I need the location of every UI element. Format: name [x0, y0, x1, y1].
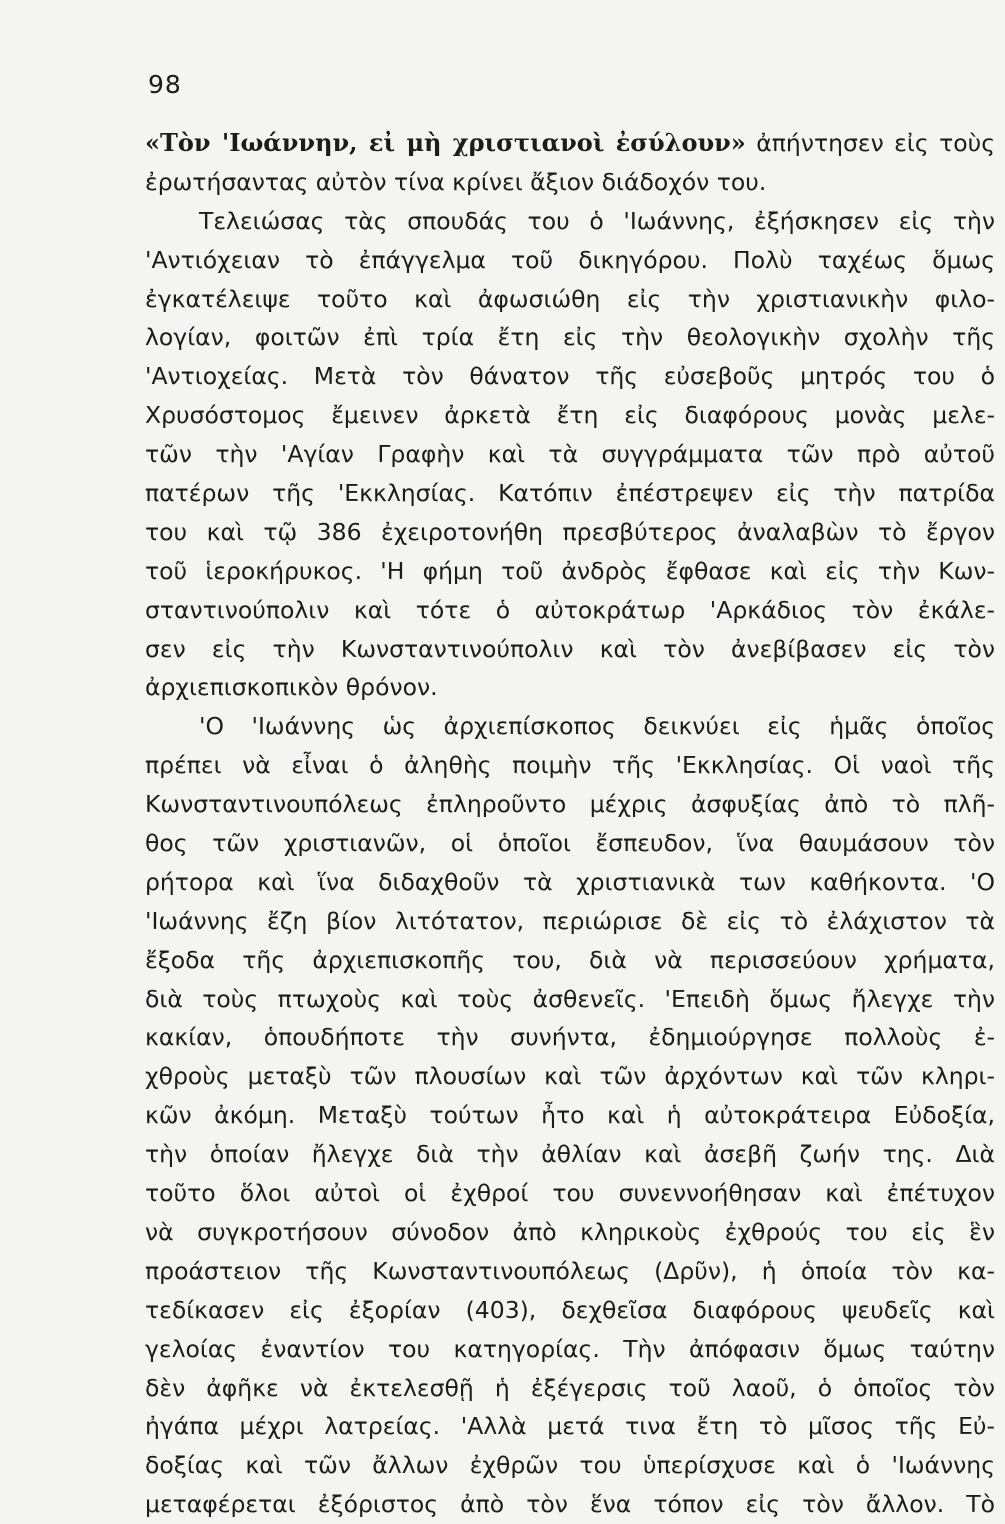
line-text: ἀρχιεπισκοπικὸν θρόνον.	[145, 673, 438, 702]
text-line	[145, 707, 995, 746]
line-text: σταντινούπολιν καὶ τότε ὁ αὐτοκράτωρ 'Αρκάδιος τὸν ἐκάλε-	[145, 595, 995, 624]
line-text: γελοίας ἐναντίον του κατηγορίας. Τὴν ἀπόφασιν ὅμως ταύτην	[145, 1334, 995, 1363]
text-line	[145, 396, 995, 435]
line-text: θος τῶν χριστιανῶν, οἱ ὁποῖοι ἔσπευδον, ἵνα θαυμάσουν τὸν	[145, 829, 995, 858]
text-line	[145, 902, 995, 941]
text-line	[145, 124, 995, 163]
line-text: Κωνσταντινουπόλεως ἐπληροῦντο μέχρις ἀσφυξίας ἀπὸ τὸ πλῆ-	[145, 790, 995, 819]
text-line	[145, 1330, 995, 1369]
text-line	[145, 941, 995, 980]
line-text: ἀπήντησεν εἰς τοὺς	[745, 129, 995, 157]
line-text: 'Ο 'Ιωάννης ὡς ἀρχιεπίσκοπος δεικνύει εἰς ἡμᾶς ὁποῖος	[199, 712, 995, 741]
line-text: του καὶ τῷ 386 ἐχειροτονήθη πρεσβύτερος ἀναλαβὼν τὸ ἔργον	[145, 517, 995, 546]
line-text: δὲν ἀφῆκε νὰ ἐκτελεσθῇ ἡ ἐξέγερσις τοῦ λαοῦ, ὁ ὁποῖος τὸν	[145, 1373, 995, 1402]
line-text: μεταφέρεται ἐξόριστος ἀπὸ τὸν ἕνα τόπον εἰς τὸν ἄλλον. Τὸ	[145, 1490, 995, 1519]
line-text: κῶν ἀκόμη. Μεταξὺ τούτων ἦτο καὶ ἡ αὐτοκράτειρα Εὐδοξία,	[145, 1101, 995, 1130]
line-text: τῶν τὴν 'Αγίαν Γραφὴν καὶ τὰ συγγράμματα τῶν πρὸ αὐτοῦ	[145, 440, 995, 469]
text-line	[145, 163, 995, 202]
line-text: πρέπει νὰ εἶναι ὁ ἀληθὴς ποιμὴν τῆς 'Εκκλησίας. Οἱ ναοὶ τῆς	[145, 751, 995, 780]
line-text: ἐρωτήσαντας αὐτὸν τίνα κρίνει ἄξιον διάδοχόν του.	[145, 167, 767, 196]
line-text: πατέρων τῆς 'Εκκλησίας. Κατόπιν ἐπέστρεψεν εἰς τὴν πατρίδα	[145, 479, 995, 508]
line-text: νὰ συγκροτήσουν σύνοδον ἀπὸ κληρικοὺς ἐχθρούς του εἰς ἓν	[145, 1217, 995, 1246]
text-line	[145, 435, 995, 474]
line-text: κακίαν, ὁπουδήποτε τὴν συνήντα, ἐδημιούργησε πολλοὺς ἐ-	[145, 1023, 995, 1052]
text-line	[145, 1252, 995, 1291]
text-line	[145, 1291, 995, 1330]
line-text: τὴν ὁποίαν ἤλεγχε διὰ τὴν ἀθλίαν καὶ ἀσεβῆ ζωήν της. Διὰ	[145, 1140, 995, 1169]
line-text: ἐγκατέλειψε τοῦτο καὶ ἀφωσιώθη εἰς τὴν χριστιανικὴν φιλο-	[145, 284, 995, 313]
line-text: προάστειον τῆς Κωνσταντινουπόλεως (Δρῦν), ἡ ὁποία τὸν κα-	[145, 1256, 995, 1285]
text-line	[145, 1213, 995, 1252]
text-line	[145, 1018, 995, 1057]
line-text: Χρυσόστομος ἔμεινεν ἀρκετὰ ἔτη εἰς διαφόρους μονὰς μελε-	[145, 401, 995, 430]
text-line	[145, 318, 995, 357]
text-line	[145, 863, 995, 902]
line-text: Τελειώσας τὰς σπουδάς του ὁ 'Ιωάννης, ἐξήσκησεν εἰς τὴν	[199, 206, 995, 235]
text-line	[145, 513, 995, 552]
text-line	[145, 824, 995, 863]
text-line	[145, 785, 995, 824]
line-text: 'Ιωάννης ἔζη βίον λιτότατον, περιώρισε δὲ εἰς τὸ ἐλάχιστον τὰ	[145, 906, 995, 935]
line-text: ἠγάπα μέχρι λατρείας. 'Αλλὰ μετά τινα ἔτη τὸ μῖσος τῆς Εὐ-	[145, 1412, 995, 1441]
text-line	[145, 357, 995, 396]
text-line	[145, 1407, 995, 1446]
text-line	[145, 630, 995, 669]
line-text: ρήτορα καὶ ἵνα διδαχθοῦν τὰ χριστιανικὰ των καθήκοντα. 'Ο	[145, 867, 995, 896]
text-line	[145, 1096, 995, 1135]
text-line	[145, 1135, 995, 1174]
text-line	[145, 668, 995, 707]
text-line	[145, 1174, 995, 1213]
line-text: ἔξοδα τῆς ἀρχιεπισκοπῆς του, διὰ νὰ περισσεύουν χρήματα,	[145, 945, 995, 974]
text-line	[145, 1485, 995, 1524]
text-line	[145, 1446, 995, 1485]
text-line	[145, 746, 995, 785]
line-text: 'Αντιοχείας. Μετὰ τὸν θάνατον τῆς εὐσεβοῦς μητρός του ὁ	[145, 362, 995, 391]
body-text	[145, 124, 995, 1524]
line-text: χθροὺς μεταξὺ τῶν πλουσίων καὶ τῶν ἀρχόντων καὶ τῶν κληρι-	[145, 1062, 995, 1091]
text-line	[145, 591, 995, 630]
line-text: σεν εἰς τὴν Κωνσταντινούπολιν καὶ τὸν ἀνεβίβασεν εἰς τὸν	[145, 634, 995, 663]
text-line	[145, 1057, 995, 1096]
line-text: τεδίκασεν εἰς ἐξορίαν (403), δεχθεῖσα διαφόρους ψευδεῖς καὶ	[145, 1295, 995, 1324]
text-line	[145, 980, 995, 1019]
line-text: διὰ τοὺς πτωχοὺς καὶ τοὺς ἀσθενεῖς. 'Επειδὴ ὅμως ἤλεγχε τὴν	[145, 984, 995, 1013]
text-line	[145, 474, 995, 513]
line-text: λογίαν, φοιτῶν ἐπὶ τρία ἔτη εἰς τὴν θεολογικὴν σχολὴν τῆς	[145, 323, 995, 352]
line-text: 'Αντιόχειαν τὸ ἐπάγγελμα τοῦ δικηγόρου. Πολὺ ταχέως ὅμως	[145, 245, 995, 274]
text-line	[145, 552, 995, 591]
bold-quote: «Τὸν 'Ιωάννην, εἰ μὴ χριστιανοὶ ἐσύλουν»	[145, 128, 746, 157]
text-line	[145, 241, 995, 280]
line-text: τοῦ ἱεροκήρυκος. 'Η φήμη τοῦ ἀνδρὸς ἔφθασε καὶ εἰς τὴν Κων-	[145, 556, 995, 585]
text-line	[145, 202, 995, 241]
line-text: τοῦτο ὅλοι αὐτοὶ οἱ ἐχθροί του συνεννοήθησαν καὶ ἐπέτυχον	[145, 1179, 995, 1208]
line-text: δοξίας καὶ τῶν ἄλλων ἐχθρῶν του ὑπερίσχυσε καὶ ὁ 'Ιωάννης	[145, 1451, 995, 1480]
page-number: 98	[148, 70, 182, 99]
text-line	[145, 1369, 995, 1408]
text-line	[145, 280, 995, 319]
